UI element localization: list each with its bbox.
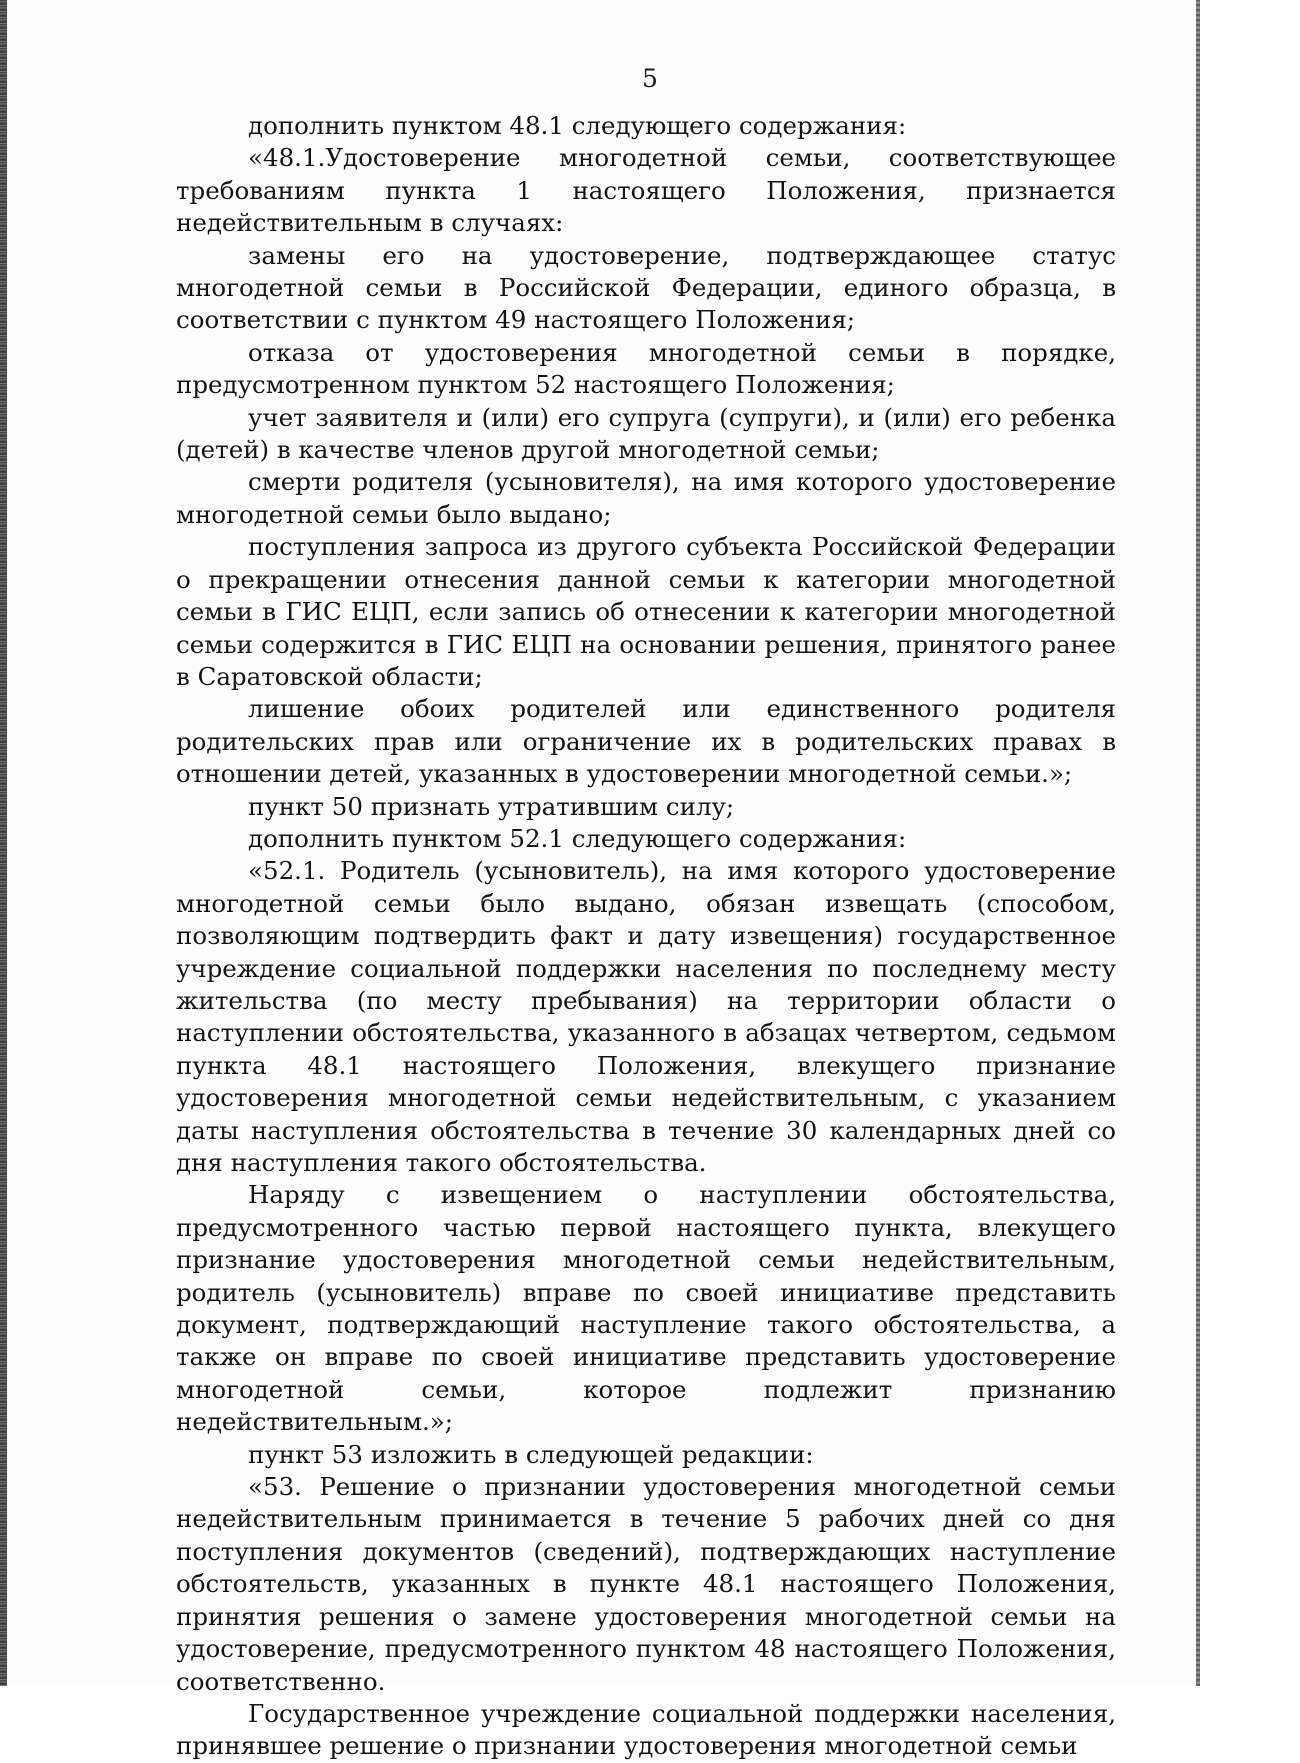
paragraph-13: пункт 53 изложить в следующей редакции: <box>248 1439 814 1469</box>
document-body <box>176 110 1116 1763</box>
paragraph-9: пункт 50 признать утратившим силу; <box>248 791 735 821</box>
paragraph-5: учет заявителя и (или) его супруга (супруги), и (или) его ребенка (детей) в качестве членов другой многодетной семьи; <box>176 402 1116 465</box>
paragraph-1: дополнить пунктом 48.1 следующего содержания: <box>248 111 907 140</box>
paragraph-15: Государственное учреждение социальной поддержки населения, принявшее решение о признании удостоверения многодетной семьи <box>176 1698 1116 1761</box>
page-number: 5 <box>642 64 658 93</box>
paragraph-3: замены его на удостоверение, подтверждающее статус многодетной семьи в Российской Федерации, единого образца, в соответствии с пунктом 49 настоящего Положения; <box>176 240 1116 335</box>
paragraph-11: «52.1. Родитель (усыновитель), на имя которого удостоверение многодетной семьи было выдано, обязан извещать (способом, позволяющим подтвердить факт и дату извещения) государственное учреждение социальной поддержки населения по последнему месту жительства (по месту пребывания) на территории области о наступлении обстоятельства, указанного в абзацах четвертом, седьмом пункта 48.1 настоящего Положения, влекущего признание удостоверения многодетной семьи недействительным, с указанием даты наступления обстоятельства в течение 30 календарных дней со дня наступления такого обстоятельства. <box>176 856 1116 1177</box>
paragraph-8: лишение обоих родителей или единственного родителя родительских прав или ограничение их в родительских правах в отношении детей, указанных в удостоверении многодетной семьи.»; <box>176 694 1116 789</box>
paragraph-7: поступления запроса из другого субъекта Российской Федерации о прекращении отнесения данной семьи к категории многодетной семьи в ГИС ЕЦП, если запись об отнесении к категории многодетной семьи содержится в ГИС ЕЦП на основании решения, принятого ранее в Саратовской области; <box>176 532 1116 691</box>
paragraph-10: дополнить пунктом 52.1 следующего содержания: <box>248 823 907 853</box>
paragraph-2: «48.1.Удостоверение многодетной семьи, соответствующее требованиям пункта 1 настоящего Положения, признается недействительным в случаях: <box>176 143 1116 238</box>
scan-edge-left <box>0 0 7 1686</box>
scan-edge-right <box>1196 0 1200 1686</box>
paragraph-14: «53. Решение о признании удостоверения многодетной семьи недействительным принимается в течение 5 рабочих дней со дня поступления документов (сведений), подтверждающих наступление обстоятельств, указанных в пункте 48.1 настоящего Положения, принятия решения о замене удостоверения многодетной семьи на удостоверение, предусмотренного пунктом 48 настоящего Положения, соответственно. <box>176 1472 1116 1696</box>
paragraph-4: отказа от удостоверения многодетной семьи в порядке, предусмотренном пунктом 52 настоящего Положения; <box>176 337 1116 400</box>
paragraph-6: смерти родителя (усыновителя), на имя которого удостоверение многодетной семьи было выдано; <box>176 467 1116 529</box>
paragraph-12: Наряду с извещением о наступлении обстоятельства, предусмотренного частью первой настоящего пункта, влекущего признание удостоверения многодетной семьи недействительным, родитель (усыновитель) вправе по своей инициативе представить документ, подтверждающий наступление такого обстоятельства, а также он вправе по своей инициативе представить удостоверение многодетной семьи, которое подлежит признанию недействительным.»; <box>176 1180 1116 1437</box>
